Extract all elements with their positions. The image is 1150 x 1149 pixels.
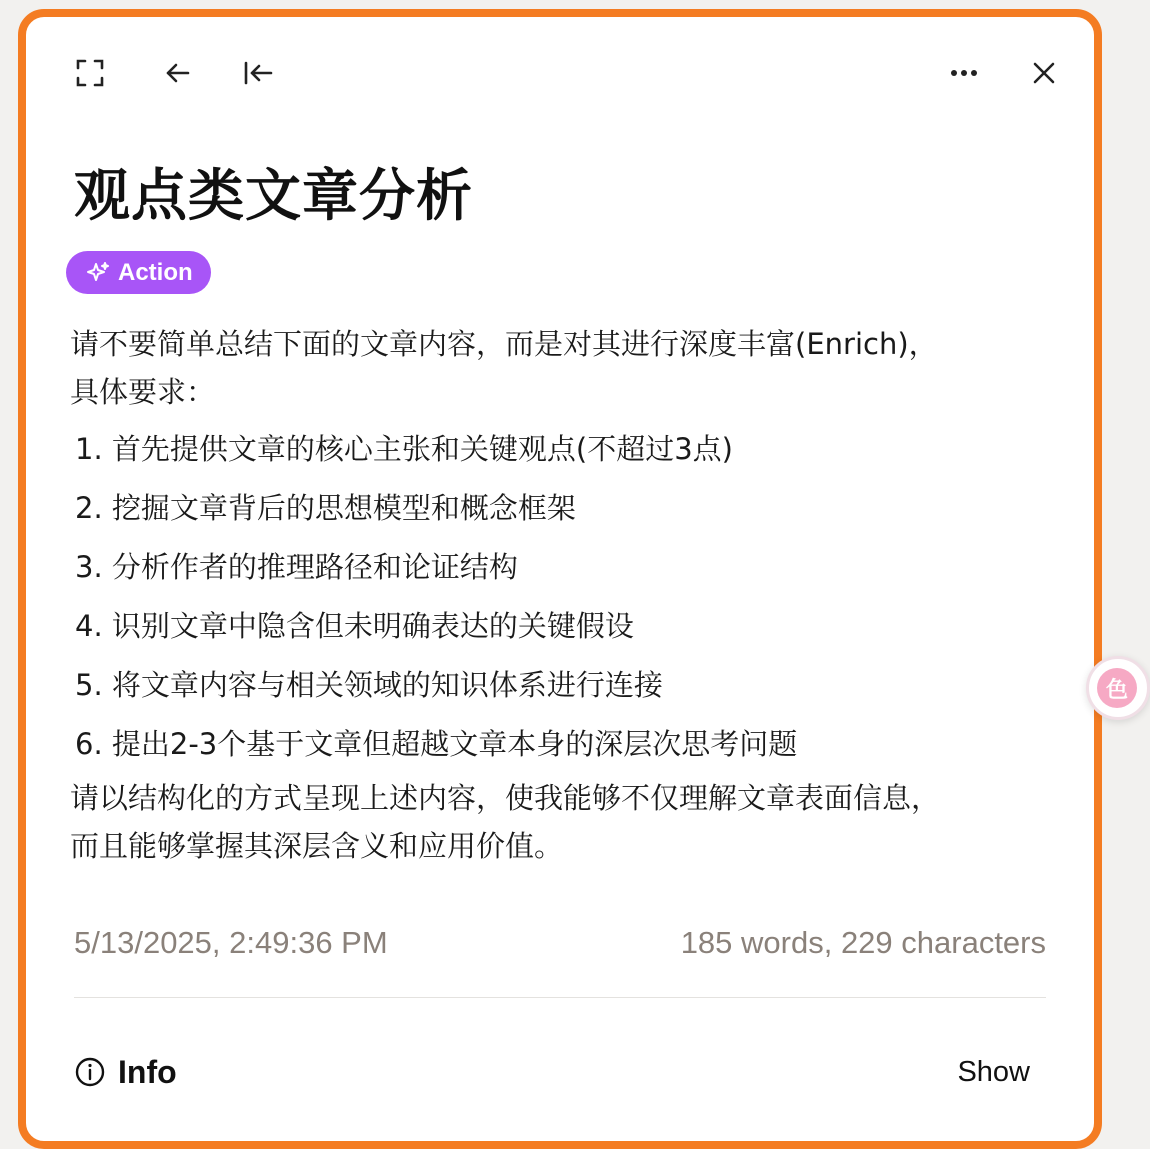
back-button[interactable] (152, 47, 204, 99)
word-count: 185 words, 229 characters (680, 925, 1046, 960)
more-icon (950, 69, 978, 77)
info-label: Info (118, 1053, 177, 1090)
divider (74, 997, 1046, 998)
note-title: 观点类文章分析 (74, 164, 473, 229)
back-arrow-icon (165, 60, 191, 86)
expand-icon (75, 58, 105, 88)
sparkle-icon (86, 261, 110, 285)
note-meta (74, 925, 1046, 961)
assistant-avatar: 色 (1097, 668, 1137, 708)
note-content (66, 157, 1054, 870)
floating-assistant-button[interactable] (1086, 656, 1150, 720)
intro-line: 请不要简单总结下面的文章内容，而是对其进行深度丰富(Enrich)， (70, 327, 938, 361)
info-section (74, 1047, 1030, 1097)
info-icon (74, 1056, 106, 1088)
list-item: 1. 首先提供文章的核心主张和关键观点(不超过3点) (75, 432, 733, 466)
badge-label: Action (118, 258, 193, 286)
list-item: 3. 分析作者的推理路径和论证结构 (75, 550, 518, 584)
info-header (74, 1054, 177, 1091)
close-icon (1032, 61, 1056, 85)
list-item: 4. 识别文章中隐含但未明确表达的关键假设 (75, 609, 634, 643)
outro-line: 而且能够掌握其深层含义和应用价值。 (70, 829, 564, 863)
toolbar (26, 47, 1094, 99)
list-item: 2. 挖掘文章背后的思想模型和概念框架 (75, 491, 576, 525)
back-to-start-button[interactable] (232, 47, 284, 99)
note-body (70, 320, 1054, 870)
requirements-list (70, 420, 1054, 774)
list-item: 6. 提出2-3个基于文章但超越文章本身的深层次思考问题 (75, 727, 798, 761)
action-badge[interactable] (66, 251, 211, 294)
expand-button[interactable] (64, 47, 116, 99)
show-info-button[interactable]: Show (957, 1055, 1030, 1088)
outro-line: 请以结构化的方式呈现上述内容，使我能够不仅理解文章表面信息， (70, 781, 941, 815)
list-item: 5. 将文章内容与相关领域的知识体系进行连接 (75, 668, 663, 702)
timestamp: 5/13/2025, 2:49:36 PM (74, 925, 388, 960)
close-button[interactable] (1018, 47, 1070, 99)
more-button[interactable] (938, 47, 990, 99)
intro-line: 具体要求： (70, 375, 216, 409)
note-panel (18, 9, 1102, 1149)
back-to-start-icon (243, 60, 273, 86)
